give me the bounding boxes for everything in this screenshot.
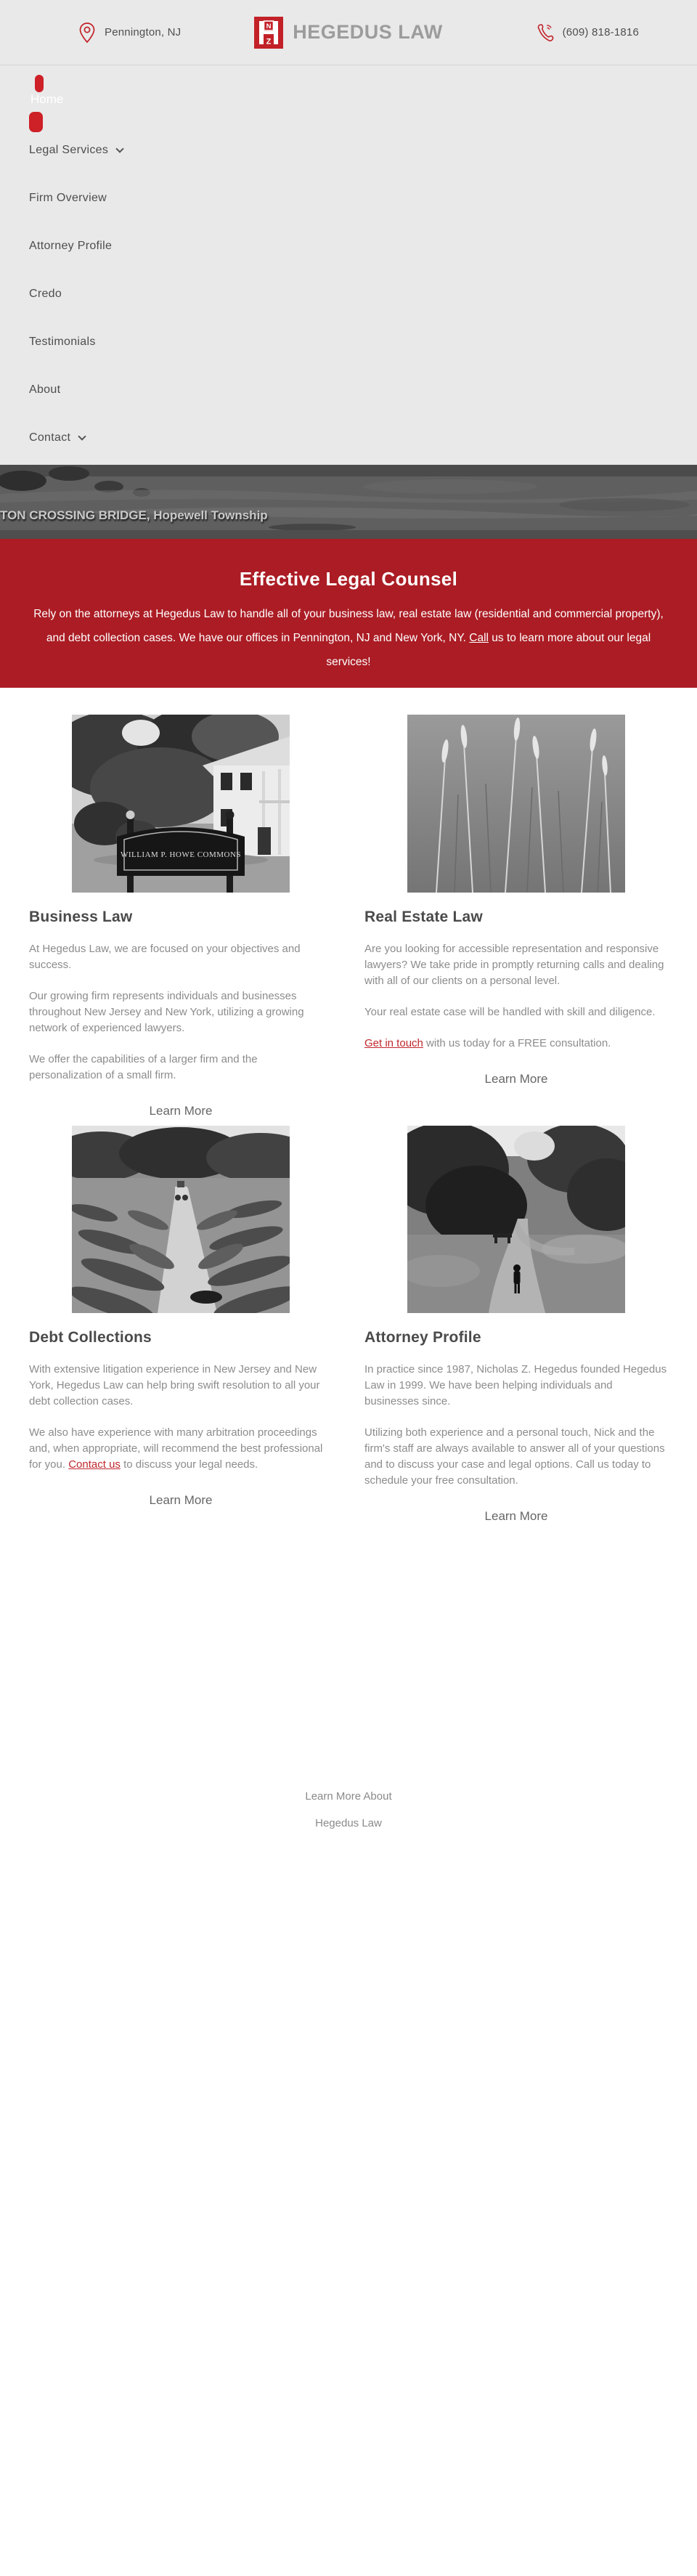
card-body	[364, 941, 668, 1052]
card-body	[29, 1362, 333, 1473]
nav-item-home[interactable]	[29, 65, 697, 132]
learn-more-link[interactable]: Learn More	[149, 1493, 213, 1507]
text-segment: Are you looking for accessible representation and responsive lawyers? We take pride in promptly returning calls and dealing with all of our clients on a personal level.	[364, 943, 664, 987]
text-segment: Rely on the attorneys at Hegedus Law to handle all of your business law, real estate law (residential and commercial property), and debt collection cases. We have our offices in Pennington, NJ and New York, NY.	[33, 608, 664, 644]
paragraph	[364, 1425, 668, 1489]
location-pin-icon	[78, 22, 96, 44]
nav-item-testimonials[interactable]	[29, 336, 697, 383]
text-segment: Our growing firm represents individuals and businesses throughout New Jersey and New York, utilizing a growing network of experienced lawyers.	[29, 990, 304, 1034]
chevron-down-icon	[78, 432, 86, 440]
learn-more-link[interactable]: Learn More	[149, 1104, 213, 1118]
hegedus-law-monogram-icon	[254, 17, 283, 49]
tall-grass-photo[interactable]	[407, 715, 625, 893]
hero-caption: TON CROSSING BRIDGE, Hopewell Township	[0, 508, 268, 522]
logo[interactable]	[254, 17, 443, 49]
header	[0, 0, 697, 65]
card-body	[29, 941, 333, 1084]
card-title: Real Estate Law	[364, 909, 483, 925]
nav-item-contact[interactable]	[29, 431, 697, 465]
footer	[0, 1791, 697, 1829]
monogram-letter-n: N	[266, 22, 272, 31]
inline-link[interactable]: Contact us	[68, 1458, 121, 1471]
home-active-marker-2	[29, 112, 43, 132]
paragraph	[30, 602, 667, 674]
nav-item-label: Credo	[29, 288, 62, 300]
text-segment: Utilizing both experience and a personal touch, Nick and the firm's staff are always available to answer all of your questions and to discuss your case and legal options. Call us today to schedule your free consultation.	[364, 1426, 665, 1487]
nav-item-label: Legal Services	[29, 144, 109, 156]
learn-more-link[interactable]: Learn More	[484, 1072, 548, 1086]
text-segment: In practice since 1987, Nicholas Z. Hegedus founded Hegedus Law in 1999. We have been helping individuals and businesses since.	[364, 1363, 667, 1407]
card-title: Debt Collections	[29, 1329, 152, 1346]
text-segment: We offer the capabilities of a larger firm and the personalization of a small firm.	[29, 1053, 258, 1081]
paragraph	[364, 1036, 668, 1052]
paragraph	[29, 1362, 333, 1410]
nav-item-about[interactable]	[29, 383, 697, 431]
chevron-down-icon	[115, 145, 123, 153]
phone-text: (609) 818-1816	[562, 26, 639, 38]
phone-icon	[535, 23, 554, 43]
river-photo-illustration	[0, 465, 697, 539]
walking-path-photo[interactable]	[407, 1126, 625, 1313]
nav-item-label: Firm Overview	[29, 192, 107, 204]
nav-item-label: Home	[30, 92, 64, 106]
text-segment: with us today for a FREE consultation.	[423, 1037, 611, 1049]
banner-title: Effective Legal Counsel	[239, 568, 458, 590]
card-business-law	[29, 715, 333, 1118]
paragraph	[29, 941, 333, 973]
card-debt-collections	[29, 1126, 333, 1524]
nav-item-attorney-profile[interactable]	[29, 240, 697, 288]
footer-hegedus-law-link[interactable]: Hegedus Law	[315, 1817, 382, 1829]
paragraph	[29, 988, 333, 1036]
paragraph	[29, 1052, 333, 1084]
nav-item-legal-services[interactable]	[29, 144, 697, 192]
text-segment: us to learn more about our legal services!	[326, 632, 651, 668]
practice-areas	[0, 688, 697, 1524]
card-attorney-profile	[364, 1126, 668, 1524]
sign-text: WILLIAM P. HOWE COMMONS	[120, 850, 242, 859]
text-segment: Your real estate case will be handled with skill and diligence.	[364, 1006, 656, 1018]
nav-item-label: About	[29, 383, 61, 396]
inline-link[interactable]: Call	[469, 632, 489, 644]
nav-item-label: Attorney Profile	[29, 240, 113, 252]
card-title: Attorney Profile	[364, 1329, 481, 1346]
nav-item-label: Testimonials	[29, 336, 96, 348]
text-segment: We also have experience with many arbitration proceedings and, when appropriate, will recommend the best professional for you.	[29, 1426, 323, 1471]
text-segment: to discuss your legal needs.	[120, 1458, 258, 1471]
logo-text: HEGEDUS LAW	[293, 21, 443, 43]
card-title: Business Law	[29, 909, 133, 925]
home-active-marker	[35, 75, 44, 92]
learn-more-link[interactable]: Learn More	[484, 1509, 548, 1523]
farm-field-photo[interactable]	[72, 1126, 290, 1313]
banner-paragraph	[30, 602, 667, 674]
text-segment: At Hegedus Law, we are focused on your objectives and success.	[29, 943, 301, 971]
nav-item-firm-overview[interactable]	[29, 192, 697, 240]
header-location	[0, 22, 254, 44]
paragraph	[364, 941, 668, 989]
intro-banner	[0, 539, 697, 688]
colonial-house-photo[interactable]	[72, 715, 290, 893]
nav-item-credo[interactable]	[29, 288, 697, 336]
footer-learn-more-about-link[interactable]: Learn More About	[305, 1790, 392, 1803]
inline-link[interactable]: Get in touch	[364, 1037, 423, 1049]
paragraph	[364, 1362, 668, 1410]
monogram-letter-z: Z	[266, 37, 272, 46]
location-text: Pennington, NJ	[105, 26, 182, 38]
card-body	[364, 1362, 668, 1489]
header-phone[interactable]	[443, 23, 697, 43]
paragraph	[364, 1004, 668, 1020]
nav-list	[29, 144, 697, 465]
main-nav	[0, 65, 697, 465]
hero-image	[0, 465, 697, 539]
nav-item-label: Contact	[29, 431, 71, 444]
text-segment: With extensive litigation experience in New Jersey and New York, Hegedus Law can help bring swift resolution to all your debt collection cases.	[29, 1363, 320, 1407]
paragraph	[29, 1425, 333, 1473]
card-real-estate-law	[364, 715, 668, 1118]
